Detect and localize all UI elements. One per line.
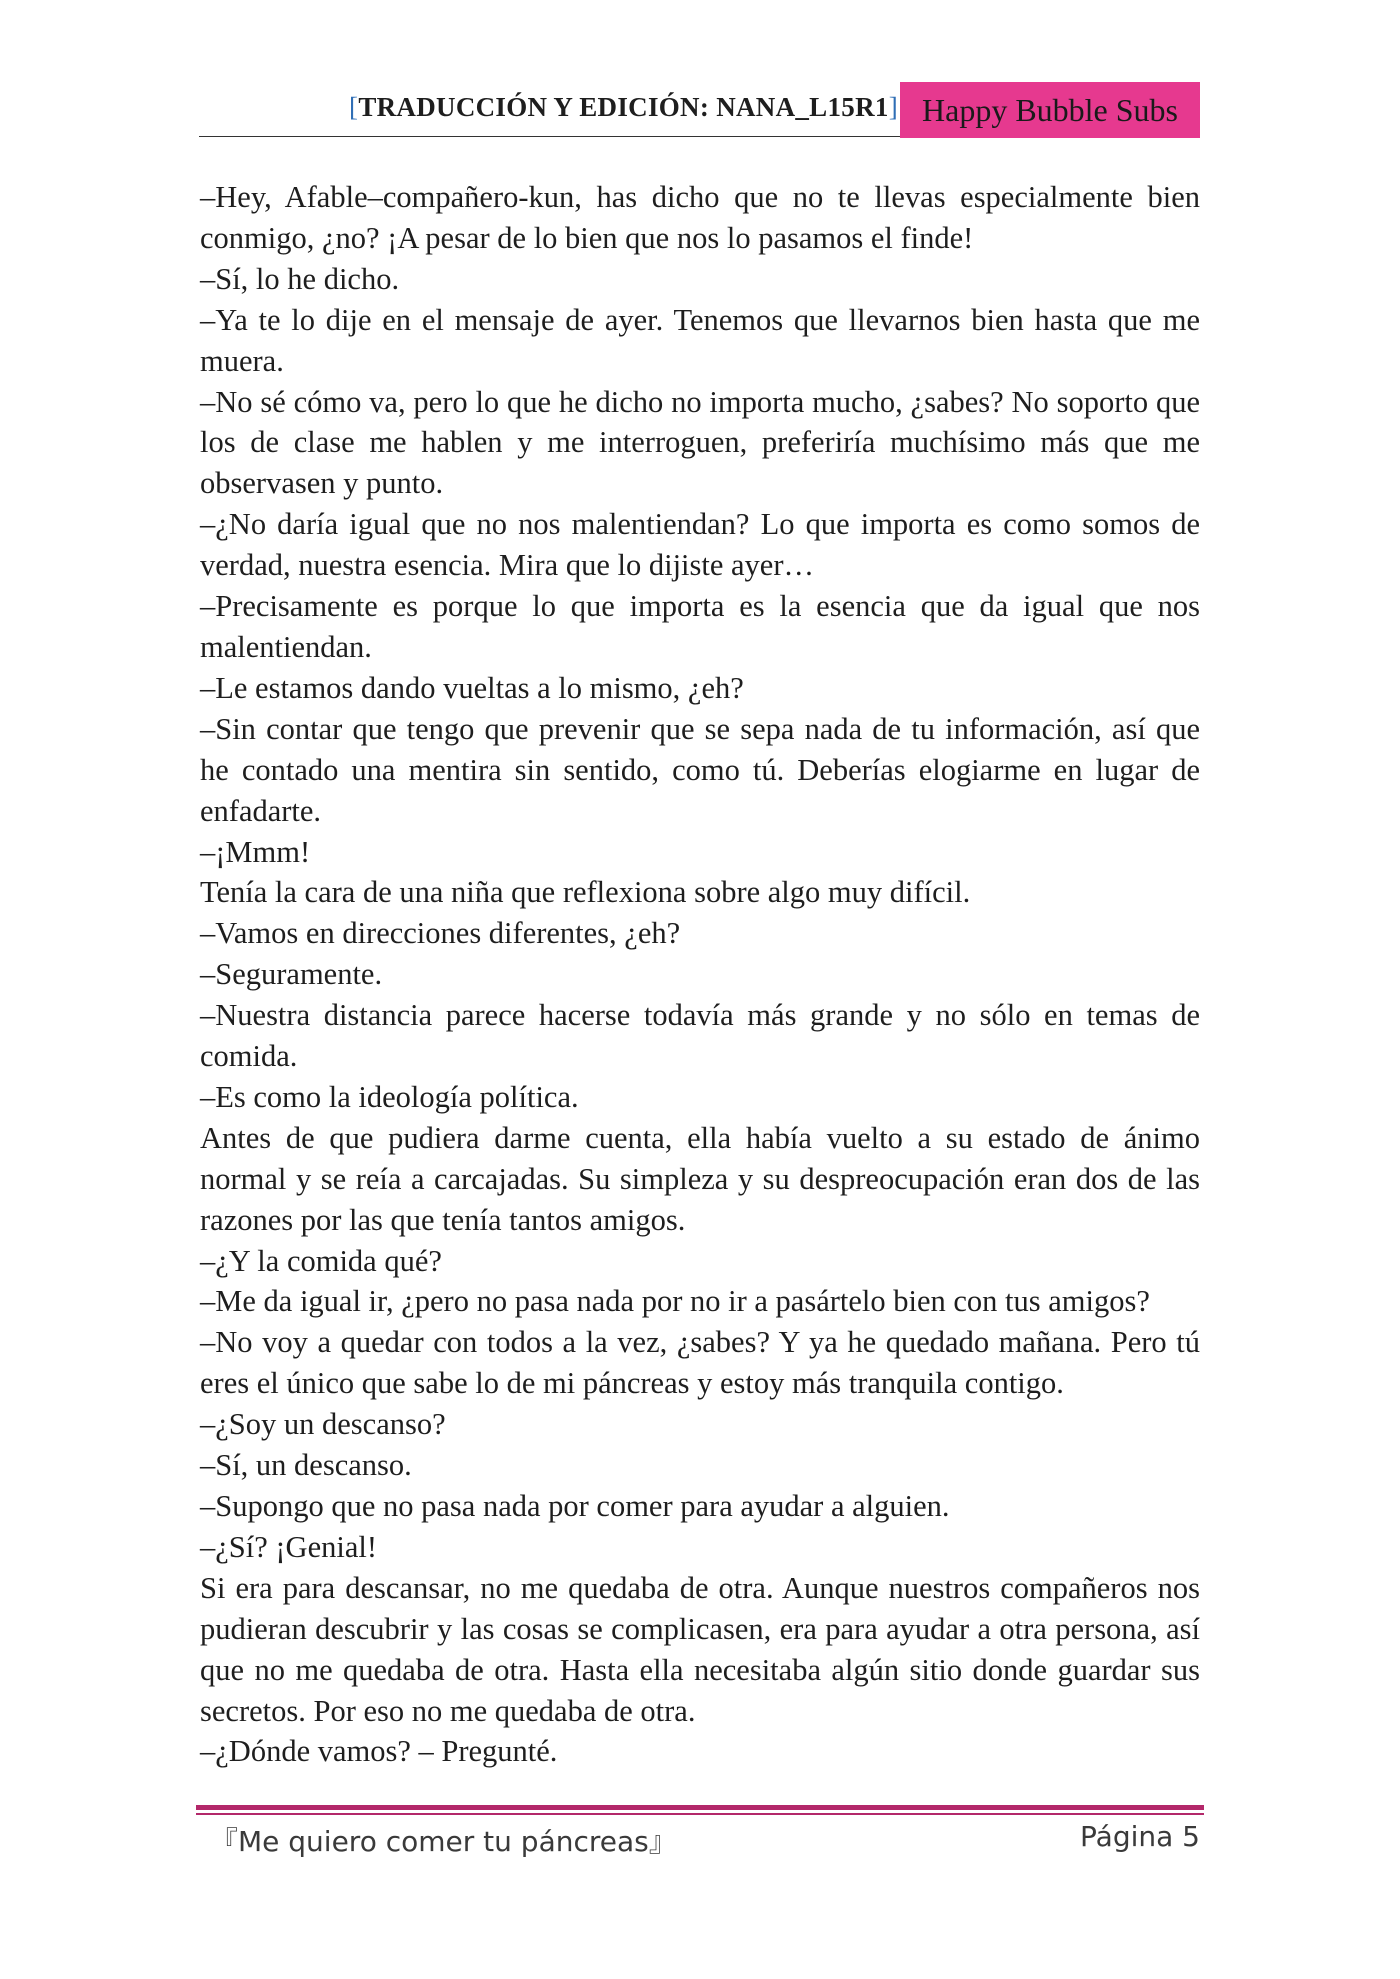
paragraph: –Le estamos dando vueltas a lo mismo, ¿eh? bbox=[200, 670, 744, 705]
group-badge: Happy Bubble Subs bbox=[900, 82, 1200, 138]
paragraph: –Precisamente es porque lo que importa es la esencia que da igual que nos malentiendan. bbox=[200, 589, 1200, 664]
page-footer bbox=[210, 1818, 1200, 1860]
body-text bbox=[200, 177, 1200, 1772]
book-title: 『Me quiero comer tu páncreas』 bbox=[210, 1825, 677, 1858]
paragraph: –¿Dónde vamos? – Pregunté. bbox=[200, 1734, 558, 1769]
paragraph: –Nuestra distancia parece hacerse todavía más grande y no sólo en temas de comida. bbox=[200, 998, 1200, 1074]
translation-credit bbox=[349, 92, 898, 123]
footer-rule bbox=[196, 1805, 1204, 1810]
page-header bbox=[199, 82, 1200, 138]
paragraph: –No sé cómo va, pero lo que he dicho no importa mucho, ¿sabes? No soporto que los de clase me hablen y me interroguen, preferiría muchísimo más que me observasen y punto. bbox=[200, 384, 1200, 501]
translation-credit-text: TRADUCCIÓN Y EDICIÓN: NANA_L15R1 bbox=[358, 92, 889, 122]
paragraph: –Ya te lo dije en el mensaje de ayer. Tenemos que llevarnos bien hasta que me muera. bbox=[200, 302, 1200, 378]
bracket-close: ] bbox=[888, 92, 898, 122]
paragraph: –¿Soy un descanso? bbox=[200, 1407, 446, 1442]
paragraph: –¿Sí? ¡Genial! bbox=[200, 1529, 377, 1564]
paragraph: –Hey, Afable–compañero-kun, has dicho que no te llevas especialmente bien conmigo, ¿no? ¡A pesar de lo bien que nos lo pasamos el finde! bbox=[200, 180, 1200, 255]
page-number: Página 5 bbox=[1080, 1820, 1200, 1853]
paragraph: –Sí, lo he dicho. bbox=[200, 261, 400, 296]
paragraph: Tenía la cara de una niña que reflexiona sobre algo muy difícil. bbox=[200, 875, 971, 910]
paragraph: Antes de que pudiera darme cuenta, ella había vuelto a su estado de ánimo normal y se reía a carcajadas. Su simpleza y su despreocupación eran dos de las razones por las que tenía tantos amigos. bbox=[200, 1120, 1200, 1237]
footer-rule-thin bbox=[196, 1813, 1204, 1815]
bracket-open: [ bbox=[349, 92, 359, 122]
paragraph: –Sí, un descanso. bbox=[200, 1448, 412, 1483]
paragraph: –No voy a quedar con todos a la vez, ¿sabes? Y ya he quedado mañana. Pero tú eres el único que sabe lo de mi páncreas y estoy más tranquila contigo. bbox=[200, 1325, 1200, 1401]
paragraph: –Es como la ideología política. bbox=[200, 1079, 579, 1114]
paragraph: –¿No daría igual que no nos malentiendan? Lo que importa es como somos de verdad, nuestra esencia. Mira que lo dijiste ayer… bbox=[200, 507, 1200, 583]
paragraph: –Supongo que no pasa nada por comer para ayudar a alguien. bbox=[200, 1489, 950, 1523]
paragraph: –¿Y la comida qué? bbox=[200, 1243, 442, 1278]
paragraph: –Seguramente. bbox=[200, 957, 383, 992]
paragraph: Si era para descansar, no me quedaba de otra. Aunque nuestros compañeros nos pudieran descubrir y las cosas se complicasen, era para ayudar a otra persona, así que no me quedaba de otra. Hasta ella necesitaba algún sitio donde guardar sus secretos. Por eso no me quedaba de otra. bbox=[200, 1570, 1200, 1728]
paragraph: –Sin contar que tengo que prevenir que se sepa nada de tu información, así que he contado una mentira sin sentido, como tú. Deberías elogiarme en lugar de enfadarte. bbox=[200, 711, 1200, 828]
paragraph: –Vamos en direcciones diferentes, ¿eh? bbox=[200, 916, 681, 951]
header-rule bbox=[199, 136, 900, 137]
paragraph: –¡Mmm! bbox=[200, 834, 311, 869]
paragraph: –Me da igual ir, ¿pero no pasa nada por no ir a pasártelo bien con tus amigos? bbox=[200, 1284, 1150, 1319]
